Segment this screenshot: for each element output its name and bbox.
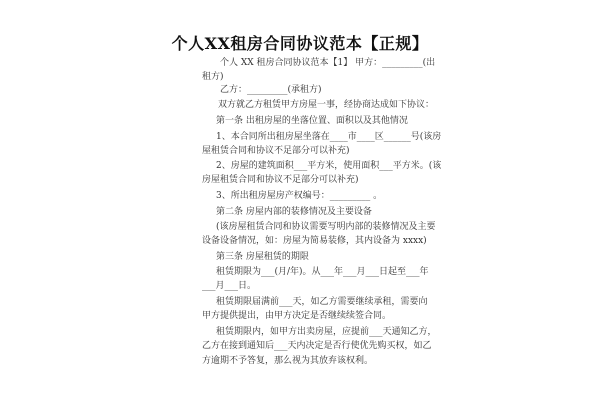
text-line: 乙方在接到通知后___天内决定是否行使优先购买权，如乙 (202, 341, 432, 351)
text-line: 3、所出租房屋房产权编号：_________ 。 (216, 191, 383, 201)
text-line: 租赁期限内，如甲方出卖房屋，应提前___天通知乙方， (216, 327, 437, 337)
text-line: 房屋租赁合同和协议不足部分可以补充) (202, 175, 359, 185)
document-title: 个人XX租房合同协议范本【正规】 (171, 34, 429, 53)
text-line: 2、房屋的建筑面积___平方米，使用面积___平方米。(该 (216, 161, 442, 171)
text-line: 1、本合同所出租房屋坐落在____市____区______号(该房 (216, 132, 442, 142)
section-heading: 第一条 出租房屋的坐落位置、面积以及其他情况 (216, 116, 408, 126)
text-line: 租赁期限届满前___天，如乙方需要继续承租，需要向 (216, 297, 428, 307)
text-line: 屋租赁合同和协议不足部分可以补充) (202, 146, 350, 156)
text-line: (该房屋租赁合同和协议需要写明内部的装修情况及主要 (216, 222, 436, 232)
text-line: 方逾期不予答复，那么视为其放弃该权利。 (202, 356, 374, 366)
text-line: 双方就乙方租赁甲方房屋一事，经协商达成如下协议： (218, 100, 435, 110)
text-line: 个人 XX 租房合同协议范本【1】 甲方：_________(出 (220, 58, 436, 68)
text-line: 租方) (202, 72, 224, 82)
text-line: ___月___日。 (202, 281, 257, 291)
text-line: 设备设备情况，如：房屋为简易装修，其内设备为 xxxx) (202, 236, 427, 246)
text-line: 乙方：_________(承租方) (220, 85, 322, 95)
section-heading: 第二条 房屋内部的装修情况及主要设备 (216, 207, 372, 217)
text-line: 甲方提供提出，由甲方决定是否继续续签合同。 (202, 311, 392, 321)
text-line: 租赁期限为___(月/年)。从___年___月___日起至___年 (216, 267, 429, 277)
section-heading: 第三条 房屋租赁的期限 (216, 252, 309, 262)
